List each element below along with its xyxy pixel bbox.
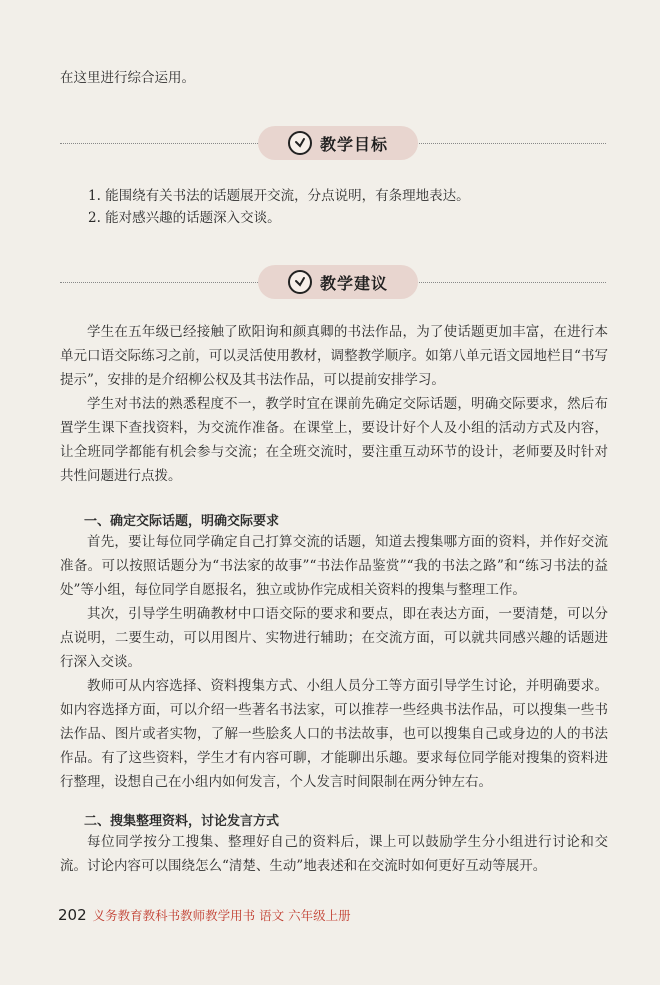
section-title: 教学目标 [319,134,388,154]
page-number: 202 [58,906,87,924]
section-header-suggestions [60,265,606,299]
paragraph: 其次，引导学生明确教材中口语交际的要求和要点，即在表达方面，一要清楚，可以分点说明，二要生动，可以用图片、实物进行辅助；在交流方面，可以就共同感兴趣的话题进行深入交谈。 [60,606,608,670]
subsection-heading: 一、确定交际话题，明确交际要求 [84,514,280,529]
section-pill [258,126,418,160]
suggestions-body [60,320,608,488]
page-footer [58,906,351,924]
goals-list [88,185,470,229]
check-circle-icon [288,131,312,155]
subsection2-body [60,830,608,878]
goal-item: 2. 能对感兴趣的话题深入交谈。 [88,210,281,226]
paragraph: 每位同学按分工搜集、整理好自己的资料后，课上可以鼓励学生分小组进行讨论和交流。讨论内容可以围绕怎么“清楚、生动”地表述和在交流时如何更好互动等展开。 [60,834,608,874]
intro-text: 在这里进行综合运用。 [60,70,195,86]
subsection-heading: 二、搜集整理资料，讨论发言方式 [84,814,280,829]
section-title: 教学建议 [319,273,388,293]
paragraph: 教师可从内容选择、资料搜集方式、小组人员分工等方面引导学生讨论，并明确要求。如内容选择方面，可以介绍一些著名书法家，可以推荐一些经典书法作品，可以搜集一些书法作品、图片或者实物，了解一些脍炙人口的书法故事，也可以搜集自己或身边的人的书法作品。有了这些资料，学生才有内容可聊，才能聊出乐趣。要求每位同学能对搜集的资料进行整理，设想自己在小组内如何发言，个人发言时间限制在两分钟左右。 [60,678,608,790]
subsection1-body [60,530,608,794]
paragraph: 学生对书法的熟悉程度不一，教学时宜在课前先确定交际话题，明确交际要求，然后布置学生课下查找资料，为交流作准备。在课堂上，要设计好个人及小组的活动方式及内容，让全班同学都能有机会参与交流；在全班交流时，要注重互动环节的设计，老师要及时针对共性问题进行点拨。 [60,396,608,484]
section-header-goals [60,126,606,160]
check-circle-icon [288,270,312,294]
section-pill [258,265,418,299]
paragraph: 首先，要让每位同学确定自己打算交流的话题，知道去搜集哪方面的资料，并作好交流准备。可以按照话题分为“书法家的故事”“书法作品鉴赏”“我的书法之路”和“练习书法的益处”等小组，每位同学自愿报名，独立或协作完成相关资料的搜集与整理工作。 [60,534,608,598]
book-title: 义务教育教科书教师教学用书 语文 六年级上册 [92,908,351,923]
paragraph: 学生在五年级已经接触了欧阳询和颜真卿的书法作品，为了使话题更加丰富，在进行本单元口语交际练习之前，可以灵活使用教材，调整教学顺序。如第八单元语文园地栏目“书写提示”，安排的是介绍柳公权及其书法作品，可以提前安排学习。 [60,324,608,388]
goal-item: 1. 能围绕有关书法的话题展开交流，分点说明，有条理地表达。 [88,188,470,204]
